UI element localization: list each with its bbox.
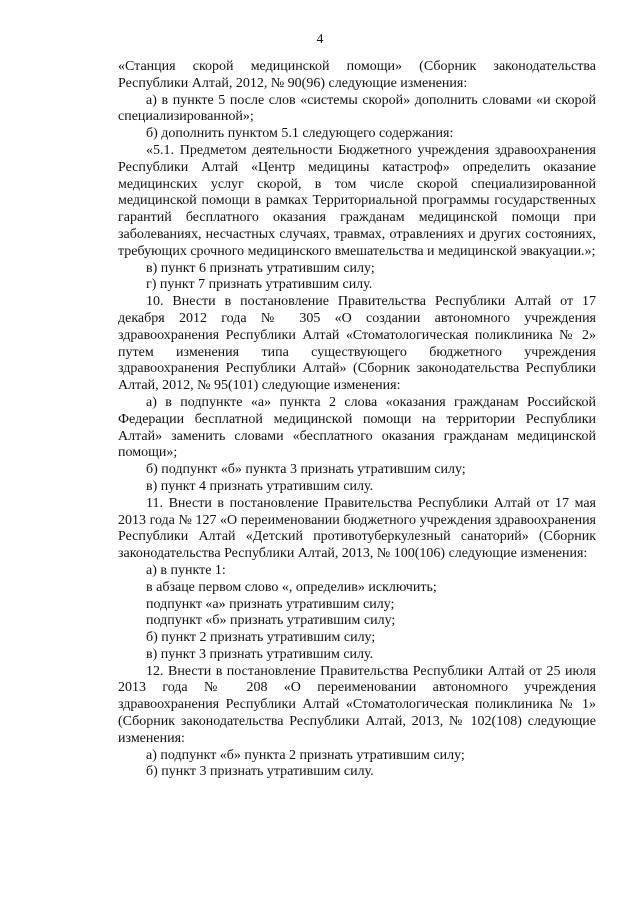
paragraph-section-11-first-indent: в абзаце первом слово «, определив» исключить; bbox=[146, 579, 437, 595]
paragraph-section-11-subitem-b: подпункт «б» признать утратившим силу; bbox=[146, 613, 396, 629]
paragraph-continuation-ambulance-station: «Станция скорой медицинской помощи» (Сборник законодательства Республики Алтай, 2012, № 90(96) следующие изменения: bbox=[118, 59, 596, 91]
paragraph-item-b-add-point-5-1: б) дополнить пунктом 5.1 следующего содержания: bbox=[146, 126, 454, 142]
paragraph-item-g-point-7: г) пункт 7 признать утратившим силу. bbox=[146, 277, 373, 293]
paragraph-section-11-subitem-a: подпункт «а» признать утратившим силу; bbox=[146, 596, 395, 612]
paragraph-section-12-item-b: б) пункт 3 признать утратившим силу. bbox=[146, 764, 374, 780]
paragraph-section-12: 12. Внести в постановление Правительства Республики Алтай от 25 июля 2013 года № 208 «О переименовании автономного учреждения здравоохранения Республики Алтай «Стоматологическая поликлиника № 1» (Сборник законодательства Республики Алтай, 2013, № 102(108) следующие изменения: bbox=[118, 663, 596, 746]
paragraph-section-11-item-v: в) пункт 3 признать утратившим силу. bbox=[146, 646, 374, 662]
paragraph-section-12-item-a: а) подпункт «б» пункта 2 признать утратившим силу; bbox=[146, 747, 465, 763]
paragraph-section-10-item-a: а) в подпункте «а» пункта 2 слова «оказания гражданам Российской Федерации бесплатной медицинской помощи на территории Республики Алтай» заменить словами «бесплатного оказания гражданам медицинской помощи»; bbox=[118, 394, 596, 461]
paragraph-section-10-item-v: в) пункт 4 признать утратившим силу. bbox=[146, 478, 374, 494]
paragraph-section-10-item-b: б) подпункт «б» пункта 3 признать утратившим силу; bbox=[146, 462, 466, 478]
paragraph-section-10: 10. Внести в постановление Правительства Республики Алтай от 17 декабря 2012 года № 305 «О создании автономного учреждения здравоохранения Республики Алтай «Стоматологическая поликлиника № 2» путем изменения типа существующего бюджетного учреждения здравоохранения Республики Алтай» (Сборник законодательства Республики Алтай, 2012, № 95(101) следующие изменения: bbox=[118, 294, 596, 394]
paragraph-point-5-1-text: «5.1. Предметом деятельности Бюджетного учреждения здравоохранения Республики Алтай «Центр медицины катастроф» определить оказание медицинских услуг скорой, в том числе скорой специализированной медицинской помощи в рамках Территориальной программы государственных гарантий бесплатного оказания гражданам медицинской помощи при заболеваниях, несчастных случаях, травмах, отравлениях и других состояниях, требующих срочного медицинского вмешательства и медицинской эвакуации.»; bbox=[118, 142, 596, 259]
page-number: 4 bbox=[316, 31, 324, 46]
paragraph-section-11-item-b: б) пункт 2 признать утратившим силу; bbox=[146, 630, 376, 646]
paragraph-section-11: 11. Внести в постановление Правительства Республики Алтай от 17 мая 2013 года № 127 «О переименовании бюджетного учреждения здравоохранения Республики Алтай «Детский противотуберкулезный санаторий» (Сборник законодательства Республики Алтай, 2013, № 100(106) следующие изменения: bbox=[118, 495, 596, 562]
paragraph-section-11-item-a: а) в пункте 1: bbox=[146, 562, 226, 578]
document-body bbox=[118, 59, 596, 781]
paragraph-item-v-point-6: в) пункт 6 признать утратившим силу; bbox=[146, 260, 375, 276]
paragraph-item-a-point-5: а) в пункте 5 после слов «системы скорой» дополнить словами «и скорой специализированной»; bbox=[118, 92, 596, 125]
